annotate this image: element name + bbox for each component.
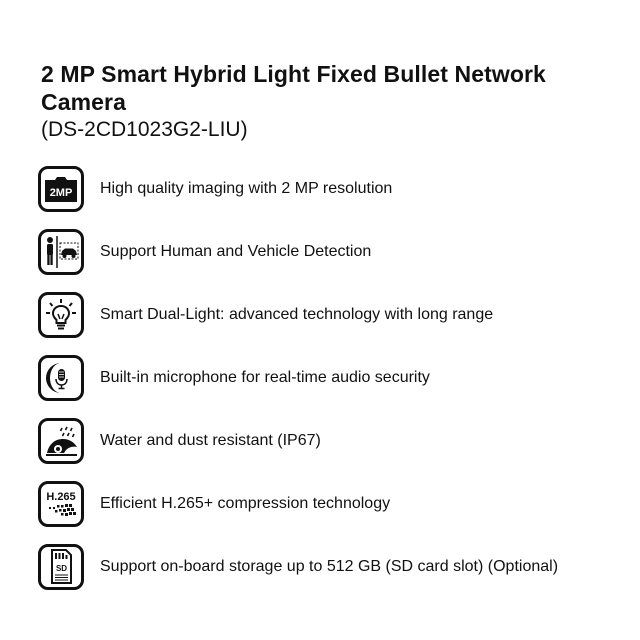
light-bulb-icon xyxy=(38,292,84,338)
feature-text-storage: Support on-board storage up to 512 GB (SD card slot) (Optional) xyxy=(100,558,559,575)
sd-icon-label: SD xyxy=(55,564,68,573)
feature-item-microphone xyxy=(38,353,628,403)
2mp-icon-label: 2MP xyxy=(49,187,73,199)
feature-text-resolution: High quality imaging with 2 MP resolution xyxy=(100,180,393,197)
2mp-camera-icon xyxy=(38,166,84,212)
feature-text-h265: Efficient H.265+ compression technology xyxy=(100,495,391,512)
feature-list xyxy=(38,164,628,605)
feature-item-h265 xyxy=(38,479,628,529)
feature-item-detection xyxy=(38,227,628,277)
product-header xyxy=(41,60,601,144)
microphone-icon xyxy=(38,355,84,401)
h265-icon-label: H.265 xyxy=(46,491,76,503)
sd-card-icon xyxy=(38,544,84,590)
feature-text-detection: Support Human and Vehicle Detection xyxy=(100,243,372,260)
feature-item-storage xyxy=(38,542,628,592)
human-vehicle-detection-icon xyxy=(38,229,84,275)
feature-text-microphone: Built-in microphone for real-time audio security xyxy=(100,369,430,386)
product-title: 2 MP Smart Hybrid Light Fixed Bullet Network Camera xyxy=(41,61,546,115)
feature-item-resolution xyxy=(38,164,628,214)
feature-item-dual-light xyxy=(38,290,628,340)
feature-item-ip67 xyxy=(38,416,628,466)
feature-text-dual-light: Smart Dual-Light: advanced technology with long range xyxy=(100,306,494,323)
water-dust-icon xyxy=(38,418,84,464)
h265-compression-icon xyxy=(38,481,84,527)
product-model: (DS-2CD1023G2-LIU) xyxy=(41,118,248,141)
feature-text-ip67: Water and dust resistant (IP67) xyxy=(100,432,321,449)
